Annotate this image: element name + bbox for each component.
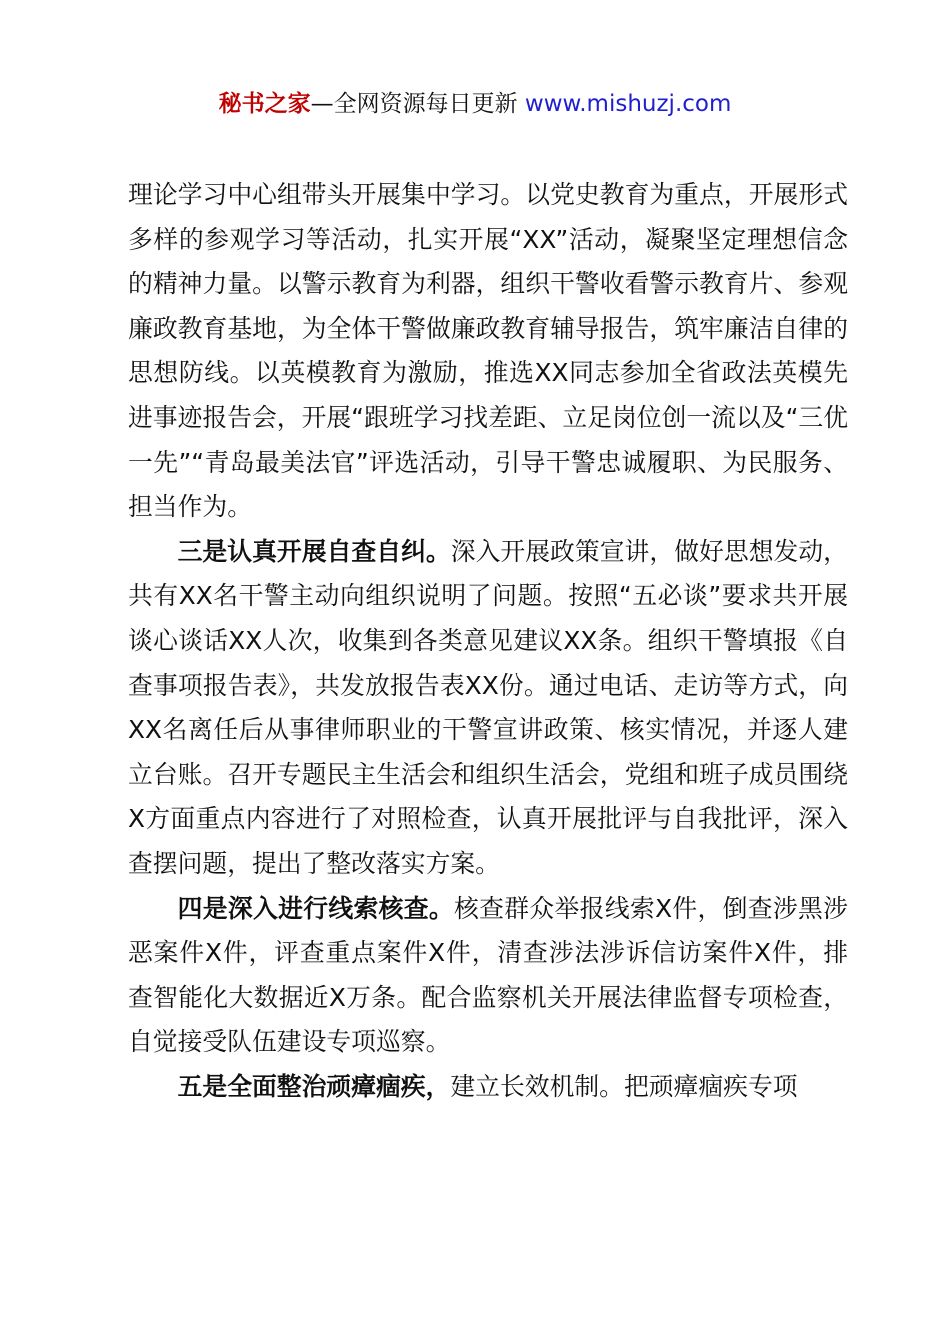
document-body — [128, 173, 848, 1109]
paragraph-2-lead: 三是认真开展自查自纠。 — [177, 536, 451, 566]
header-website[interactable]: www.mishuzj.com — [524, 91, 732, 117]
paragraph-1-text: 理论学习中心组带头开展集中学习。以党史教育为重点，开展形式多样的参观学习等活动，扎实开展“XX”活动，凝聚坚定理想信念的精神力量。以警示教育为利器，组织干警收看警示教育片、参观廉政教育基地，为全体干警做廉政教育辅导报告，筑牢廉洁自律的思想防线。以英模教育为激励，推选XX同志参加全省政法英模先进事迹报告会，开展“跟班学习找差距、立足岗位创一流以及“三优一先”“青岛最美法官”评选活动，引导干警忠诚履职、为民服务、担当作为。 — [128, 180, 849, 522]
page-header — [0, 86, 950, 122]
paragraph-4 — [128, 1065, 848, 1110]
paragraph-1 — [128, 173, 848, 530]
paragraph-3-lead: 四是深入进行线索核查。 — [177, 893, 455, 923]
paragraph-2 — [128, 530, 848, 887]
paragraph-3-text: 核查群众举报线索X件，倒查涉黑涉恶案件X件，评查重点案件X件，清查涉法涉诉信访案件X件，排查智能化大数据近X万条。配合监察机关开展法律监督专项检查，自觉接受队伍建设专项巡察。 — [128, 893, 848, 1057]
paragraph-3 — [128, 887, 848, 1065]
paragraph-2-text: 深入开展政策宣讲，做好思想发动，共有XX名干警主动向组织说明了问题。按照“五必谈”要求共开展谈心谈话XX人次，收集到各类意见建议XX条。组织干警填报《自查事项报告表》，共发放报告表XX份。通过电话、走访等方式，向XX名离任后从事律师职业的干警宣讲政策、核实情况，并逐人建立台账。召开专题民主生活会和组织生活会，党组和班子成员围绕X方面重点内容进行了对照检查，认真开展批评与自我批评，深入查摆问题，提出了整改落实方案。 — [128, 536, 848, 878]
paragraph-4-text: 建立长效机制。把顽瘴痼疾专项 — [450, 1071, 798, 1101]
header-brand: 秘书之家 — [218, 91, 311, 117]
paragraph-4-lead: 五是全面整治顽瘴痼疾， — [177, 1071, 451, 1101]
header-slogan: —全网资源每日更新 — [310, 91, 525, 117]
